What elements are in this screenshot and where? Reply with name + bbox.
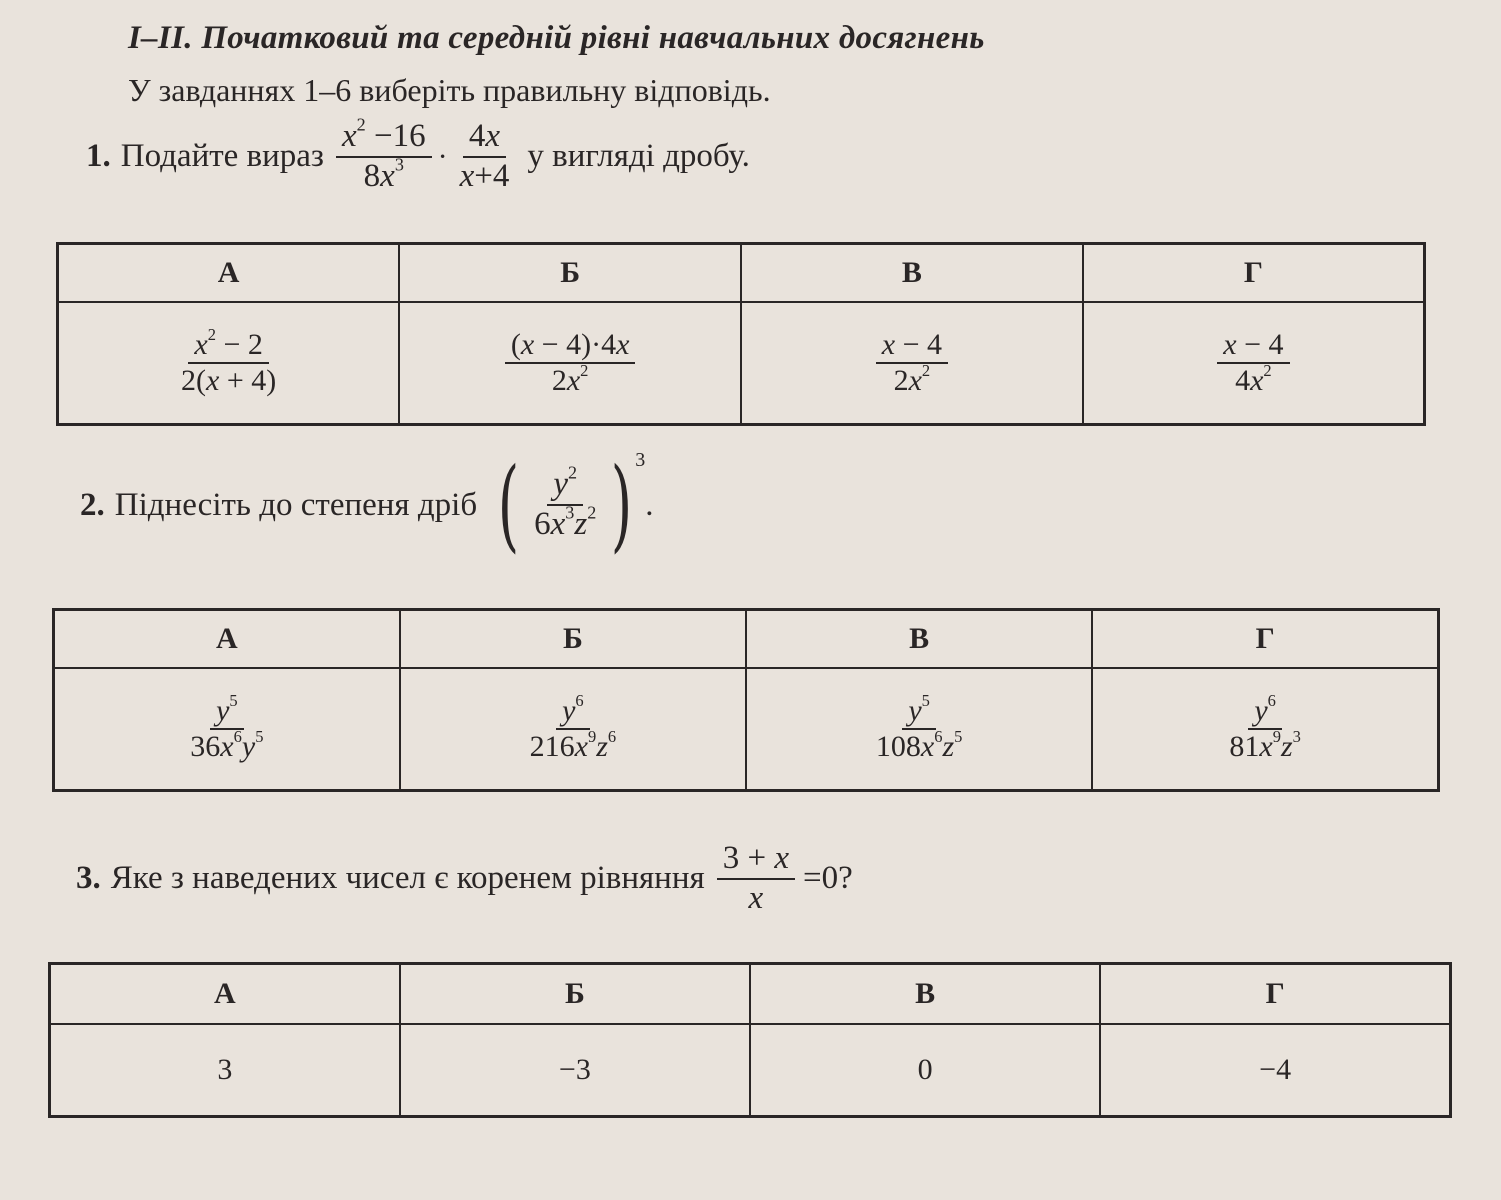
option-letter: В	[741, 244, 1083, 303]
task-number: 3.	[76, 860, 101, 897]
section-heading: І–ІІ. Початковий та середній рівні навчальних досягнень	[128, 20, 985, 56]
option-d-value[interactable]: $\frac{x - 4}{4x^2}$	[1083, 302, 1425, 425]
option-d-value[interactable]: $\frac{y^6}{81x^9z^3}$	[1092, 668, 1438, 791]
task-prompt: Яке з наведених чисел є коренем рівняння	[110, 860, 705, 897]
option-letter: А	[50, 964, 400, 1025]
instruction-text: У завданнях 1–6 виберіть правильну відповідь.	[128, 72, 771, 108]
answer-table-2	[52, 608, 1440, 792]
option-a-value[interactable]: $\frac{y^5}{36x^6y^5}$	[54, 668, 400, 791]
option-letter: А	[58, 244, 400, 303]
task-number: 1.	[86, 138, 111, 175]
option-b-value[interactable]: −3	[400, 1024, 750, 1117]
expression-fraction-1: $\frac{x^2 -16}{8x^3}$	[336, 118, 432, 196]
option-letter: Г	[1092, 610, 1438, 669]
task-suffix: .	[645, 486, 654, 523]
task-prompt: Піднесіть до степеня дріб	[114, 486, 478, 523]
option-letter: В	[746, 610, 1092, 669]
task-number: 2.	[80, 486, 105, 523]
option-d-value[interactable]: −4	[1100, 1024, 1450, 1117]
equation-fraction: $\frac{3 + x}{x}$	[717, 840, 795, 918]
task-prompt: Подайте вираз	[120, 138, 324, 175]
task-suffix: =0?	[802, 860, 853, 897]
expression-fraction-2: $\frac{4x}{x+4}$	[459, 118, 510, 194]
option-letter: Б	[400, 964, 750, 1025]
option-c-value[interactable]: $\frac{x - 4}{2x^2}$	[741, 302, 1083, 425]
answer-table-3	[48, 962, 1452, 1118]
option-c-value[interactable]: 0	[750, 1024, 1100, 1117]
task-suffix: у вигляді дробу.	[527, 138, 750, 175]
task-2: 2. Піднесіть до степеня дріб ( $\frac{y^2}{6x^3z^2}$ ) 3 .	[80, 446, 654, 563]
option-letter: В	[750, 964, 1100, 1025]
option-letter: Г	[1100, 964, 1450, 1025]
option-c-value[interactable]: $\frac{y^5}{108x^6z^5}$	[746, 668, 1092, 791]
task-3	[76, 840, 865, 918]
option-a-value[interactable]: 3	[50, 1024, 400, 1117]
expression-fraction: $\frac{y^2}{6x^3z^2}$	[534, 462, 597, 542]
task-1: 1. Подайте вираз $\frac{x^2 -16}{8x^3}$ · $\frac{4x}{x+4}$ у вигляді дробу.	[86, 114, 750, 194]
option-letter: А	[54, 610, 400, 669]
answer-table-1	[56, 242, 1426, 426]
option-b-value[interactable]: $\frac{(x - 4)\cdot 4x}{2x^2}$	[399, 302, 741, 425]
option-letter: Г	[1083, 244, 1425, 303]
option-letter: Б	[400, 610, 746, 669]
option-a-value[interactable]: $\frac{x^2 - 2}{2(x + 4)}$	[58, 302, 400, 425]
option-letter: Б	[399, 244, 741, 303]
option-b-value[interactable]: $\frac{y^6}{216x^9z^6}$	[400, 668, 746, 791]
